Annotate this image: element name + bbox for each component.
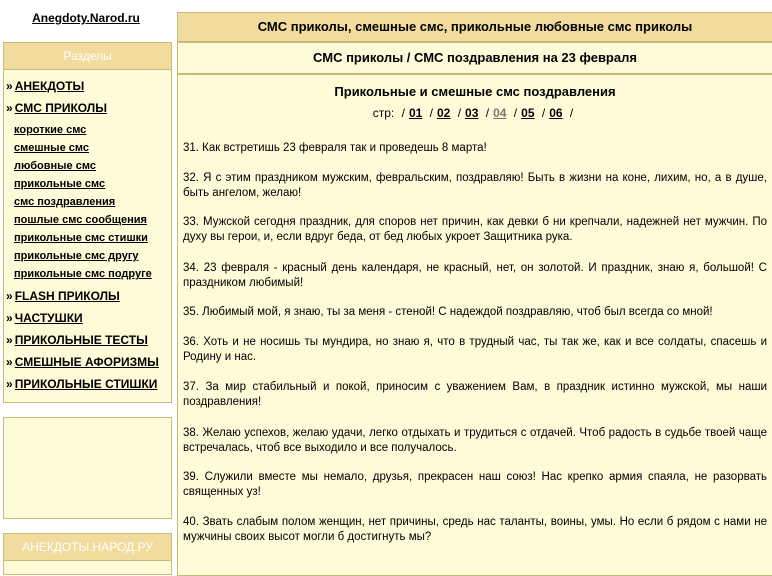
sms-message: 37. За мир стабильный и покой, приносим с уважением Вам, в праздник истинно мужской, мы наши поздравления! [183, 381, 767, 408]
pager-separator: / [513, 106, 518, 120]
category-link-sms[interactable]: СМС ПРИКОЛЫ [14, 101, 107, 115]
category-item-tests [6, 333, 148, 347]
content-title: Прикольные и смешные смс поздравления [334, 84, 616, 99]
site-logo-link[interactable]: Anegdoty.Narod.ru [32, 11, 140, 25]
site-logo [0, 11, 172, 25]
sms-message: 38. Желаю успехов, желаю удачи, легко отдыхать и трудиться с отдачей. Чтоб радость в судьбе твоей чаще встречалась, чтоб все выходило и все получалось. [183, 427, 767, 454]
sms-message: 36. Хоть и не носишь ты мундира, но знаю я, что в трудный час, ты так же, как и все солдаты, спасешь и Родину и нас. [183, 336, 767, 363]
category-link-flash[interactable]: FLASH ПРИКОЛЫ [14, 289, 120, 303]
pager-separator: / [457, 106, 462, 120]
pager-separator: / [401, 106, 405, 120]
page-title: СМС приколы, смешные смс, прикольные любовные смс приколы [257, 19, 693, 34]
category-link-aphorisms[interactable]: СМЕШНЫЕ АФОРИЗМЫ [14, 355, 159, 369]
category-link-poems[interactable]: ПРИКОЛЬНЫЕ СТИШКИ [14, 377, 158, 391]
page-title-bar [177, 12, 772, 42]
sub-item [14, 232, 148, 244]
sub-link-sms-friend[interactable]: прикольные смс другу [14, 250, 139, 262]
sms-message: 34. 23 февраля - красный день календаря, не красный, нет, он золотой. И праздник, знаю я, большой! С праздником любимый! [183, 262, 767, 289]
sub-item [14, 214, 147, 226]
sub-link-funny-sms[interactable]: смешные смс [14, 142, 89, 154]
sub-item [14, 196, 115, 208]
sub-link-short-sms[interactable]: короткие смс [14, 124, 87, 136]
category-item-aphorisms [6, 355, 159, 369]
breadcrumb-bar [177, 42, 772, 74]
sms-message: 31. Как встретишь 23 февраля так и проведешь 8 марта! [183, 142, 487, 154]
sub-link-vulgar-sms[interactable]: пошлые смс сообщения [14, 214, 147, 226]
sub-item [14, 142, 89, 154]
sms-message: 32. Я с этим праздником мужским, февральским, поздравляю! Быть в жизни на коне, лихим, но, а в душе, быть ангелом, желаю! [183, 172, 767, 199]
sms-message: 33. Мужской сегодня праздник, для споров нет причин, как девки б ни крепчали, надежней нет мужчин. По духу вы герои, и, если вдруг беда, от бед любых укроет Защитника рука. [183, 216, 767, 243]
pager-label: стр: [372, 106, 395, 120]
pager-separator: / [569, 106, 574, 120]
category-item-sms [6, 101, 107, 115]
bullet-arrow-icon: » [6, 289, 13, 303]
bullet-arrow-icon: » [6, 101, 13, 115]
page-link-03[interactable]: 03 [465, 106, 479, 120]
category-item-anekdoty [6, 79, 84, 93]
page-link-05[interactable]: 05 [521, 106, 535, 120]
sub-link-love-sms[interactable]: любовные смс [14, 160, 96, 172]
bottom-box [3, 533, 172, 575]
sub-link-sms-poems[interactable]: прикольные смс стишки [14, 232, 148, 244]
sub-item [14, 268, 152, 280]
content-panel [177, 74, 772, 576]
sms-message: 35. Любимый мой, я знаю, ты за меня - стеной! С надеждой поздравляю, чтоб был всегда со мной! [183, 306, 713, 318]
category-item-flash [6, 289, 120, 303]
pager-separator: / [541, 106, 546, 120]
pager-separator: / [429, 106, 433, 120]
pager-separator: / [485, 106, 490, 120]
sub-link-cool-sms[interactable]: прикольные смс [14, 178, 106, 190]
page-link-02[interactable]: 02 [437, 106, 451, 120]
category-item-poems [6, 377, 157, 391]
sub-item [14, 178, 105, 190]
sub-link-sms-girlfriend[interactable]: прикольные смс подруге [14, 268, 152, 280]
sms-message: 39. Служили вместе мы немало, друзья, прекрасен наш союз! Нас крепко армия спаяла, не разорвать священных уз! [183, 471, 767, 498]
page-link-04-current[interactable]: 04 [493, 106, 507, 120]
bullet-arrow-icon: » [6, 333, 13, 347]
sections-heading: Разделы [4, 43, 171, 70]
page-link-06[interactable]: 06 [549, 106, 563, 120]
sub-item [14, 250, 139, 262]
bullet-arrow-icon: » [6, 377, 13, 391]
empty-box [3, 417, 172, 519]
sub-link-greeting-sms[interactable]: смс поздравления [14, 196, 116, 208]
category-item-chastushki [6, 311, 83, 325]
page-link-01[interactable]: 01 [408, 106, 423, 120]
breadcrumb: СМС приколы / СМС поздравления на 23 февраля [313, 50, 637, 65]
category-link-chastushki[interactable]: ЧАСТУШКИ [14, 311, 83, 325]
bullet-arrow-icon: » [6, 355, 13, 369]
bullet-arrow-icon: » [6, 311, 13, 325]
bottom-box-heading: АНЕКДОТЫ.НАРОД.РУ [4, 534, 171, 561]
bullet-arrow-icon: » [6, 79, 13, 93]
sms-message: 40. Звать слабым полом женщин, нет причины, средь нас таланты, воины, умы. Но если б рядом с нами не мужчины своих высот могли б достигнуть мы? [183, 516, 767, 543]
category-link-tests[interactable]: ПРИКОЛЬНЫЕ ТЕСТЫ [14, 333, 148, 347]
sections-box [3, 42, 172, 403]
sub-item [14, 160, 96, 172]
category-link-anekdoty[interactable]: АНЕКДОТЫ [14, 79, 85, 93]
sub-item [14, 124, 86, 136]
pager [178, 106, 772, 120]
